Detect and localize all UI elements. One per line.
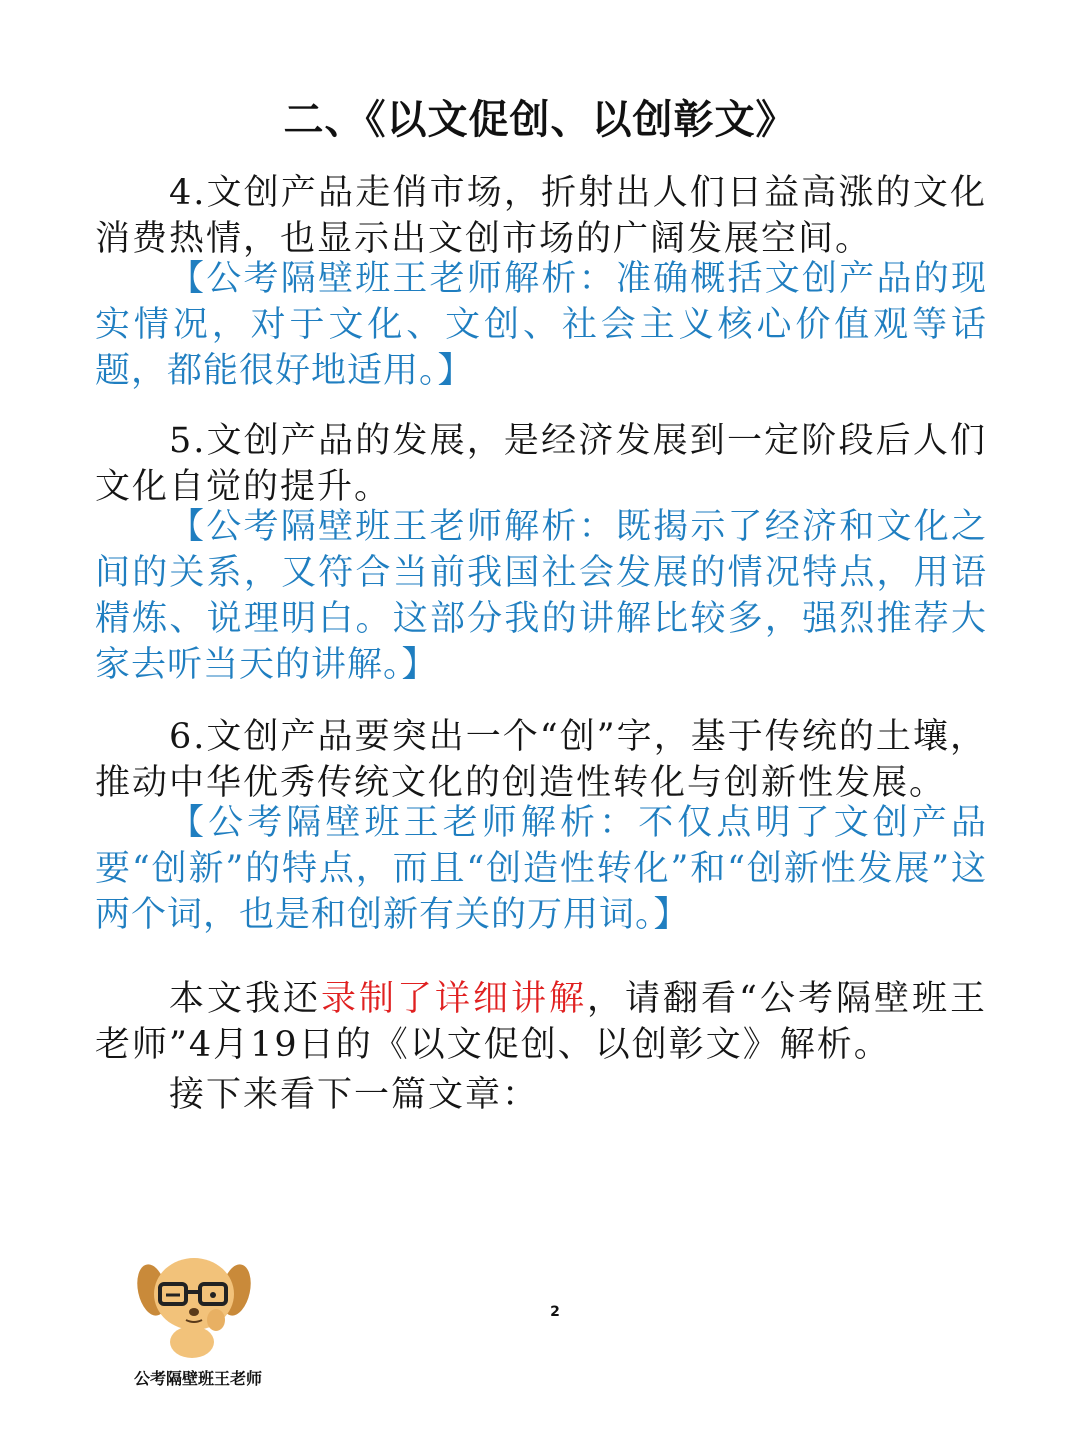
page-title: 二、《以文促创、以创彰文》 bbox=[283, 97, 797, 143]
point-6-analysis: 【公考隔壁班王老师解析：不仅点明了文创产品要“创新”的特点，而且“创造性转化”和“创新性发展”这两个词，也是和创新有关的万用词。】 bbox=[95, 803, 987, 935]
closing-paragraph bbox=[95, 976, 987, 1068]
next-article-line: 接下来看下一篇文章： bbox=[169, 1075, 540, 1115]
footer-brand: 公考隔壁班王老师 bbox=[133, 1369, 262, 1388]
closing-prefix: 本文我还 bbox=[169, 979, 322, 1019]
point-4-analysis: 【公考隔壁班王老师解析：准确概括文创产品的现实情况，对于文化、文创、社会主义核心价值观等话题，都能很好地适用。】 bbox=[95, 259, 987, 391]
cartoon-dog-with-glasses-icon bbox=[134, 1250, 254, 1360]
closing-highlight: 录制了详细讲解 bbox=[321, 979, 588, 1019]
point-5-analysis: 【公考隔壁班王老师解析：既揭示了经济和文化之间的关系，又符合当前我国社会发展的情况特点，用语精炼、说理明白。这部分我的讲解比较多，强烈推荐大家去听当天的讲解。】 bbox=[95, 507, 987, 685]
point-6-text: 6.文创产品要突出一个“创”字，基于传统的土壤，推动中华优秀传统文化的创造性转化与创新性发展。 bbox=[95, 717, 987, 803]
page-number: 2 bbox=[550, 1304, 560, 1320]
point-5-text: 5.文创产品的发展，是经济发展到一定阶段后人们文化自觉的提升。 bbox=[95, 421, 987, 507]
point-4-text: 4.文创产品走俏市场，折射出人们日益高涨的文化消费热情，也显示出文创市场的广阔发展空间。 bbox=[95, 173, 987, 259]
closing-suffix: ，请翻看“公考隔壁班王老师”4月19日的《以文促创、以创彰文》解析。 bbox=[95, 979, 987, 1065]
